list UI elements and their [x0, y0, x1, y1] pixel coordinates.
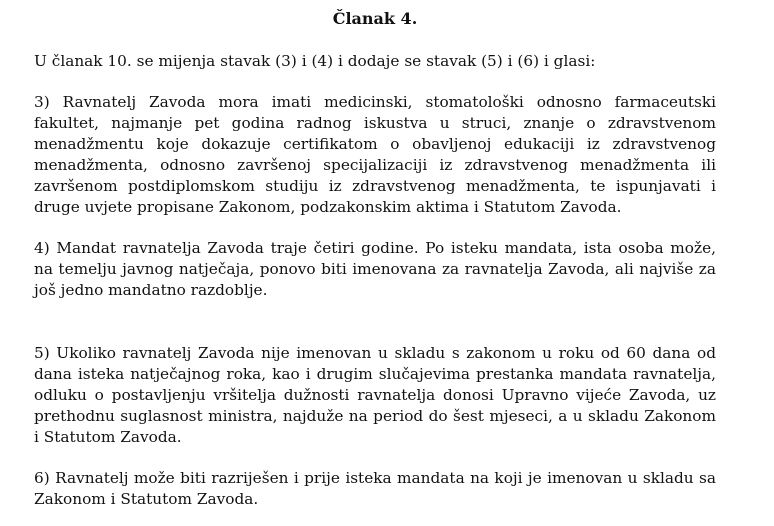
paragraph-5: 5) Ukoliko ravnatelj Zavoda nije imenovan u skladu s zakonom u roku od 60 dana od dana isteka natječajnog roka, kao i drugim slučajevima prestanka mandata ravnatelja, odluku o postavljenju vršitelja dužnosti ravnatelja donosi Upravno vijeće Zavoda, uz prethodnu suglasnost ministra, najduže na period do šest mjeseci, a u skladu Zakonom i Statutom Zavoda.: [34, 344, 716, 446]
paragraph-6: 6) Ravnatelj može biti razriješen i prije isteka mandata na koji je imenovan u skladu sa Zakonom i Statutom Zavoda.: [34, 469, 716, 508]
document-page: [34, 8, 716, 510]
paragraph-4: 4) Mandat ravnatelja Zavoda traje četiri godine. Po isteku mandata, ista osoba može, na temelju javnog natječaja, ponovo biti imenovana za ravnatelja Zavoda, ali najviše za još jedno mandatno razdoblje.: [34, 239, 716, 299]
intro-paragraph: U članak 10. se mijenja stavak (3) i (4) i dodaje se stavak (5) i (6) i glasi:: [34, 52, 596, 70]
paragraph-3: 3) Ravnatelj Zavoda mora imati medicinski, stomatološki odnosno farmaceutski fakultet, najmanje pet godina radnog iskustva u struci, znanje o zdravstvenom menadžmentu koje dokazuje certifikatom o obavljenoj edukaciji iz zdravstvenog menadžmenta, odnosno završenoj specijalizaciji iz zdravstvenog menadžmenta ili završenom postdiplomskom studiju iz zdravstvenog menadžmenta, te ispunjavati i druge uvjete propisane Zakonom, podzakonskim aktima i Statutom Zavoda.: [34, 93, 716, 216]
article-title: Članak 4.: [332, 9, 418, 28]
